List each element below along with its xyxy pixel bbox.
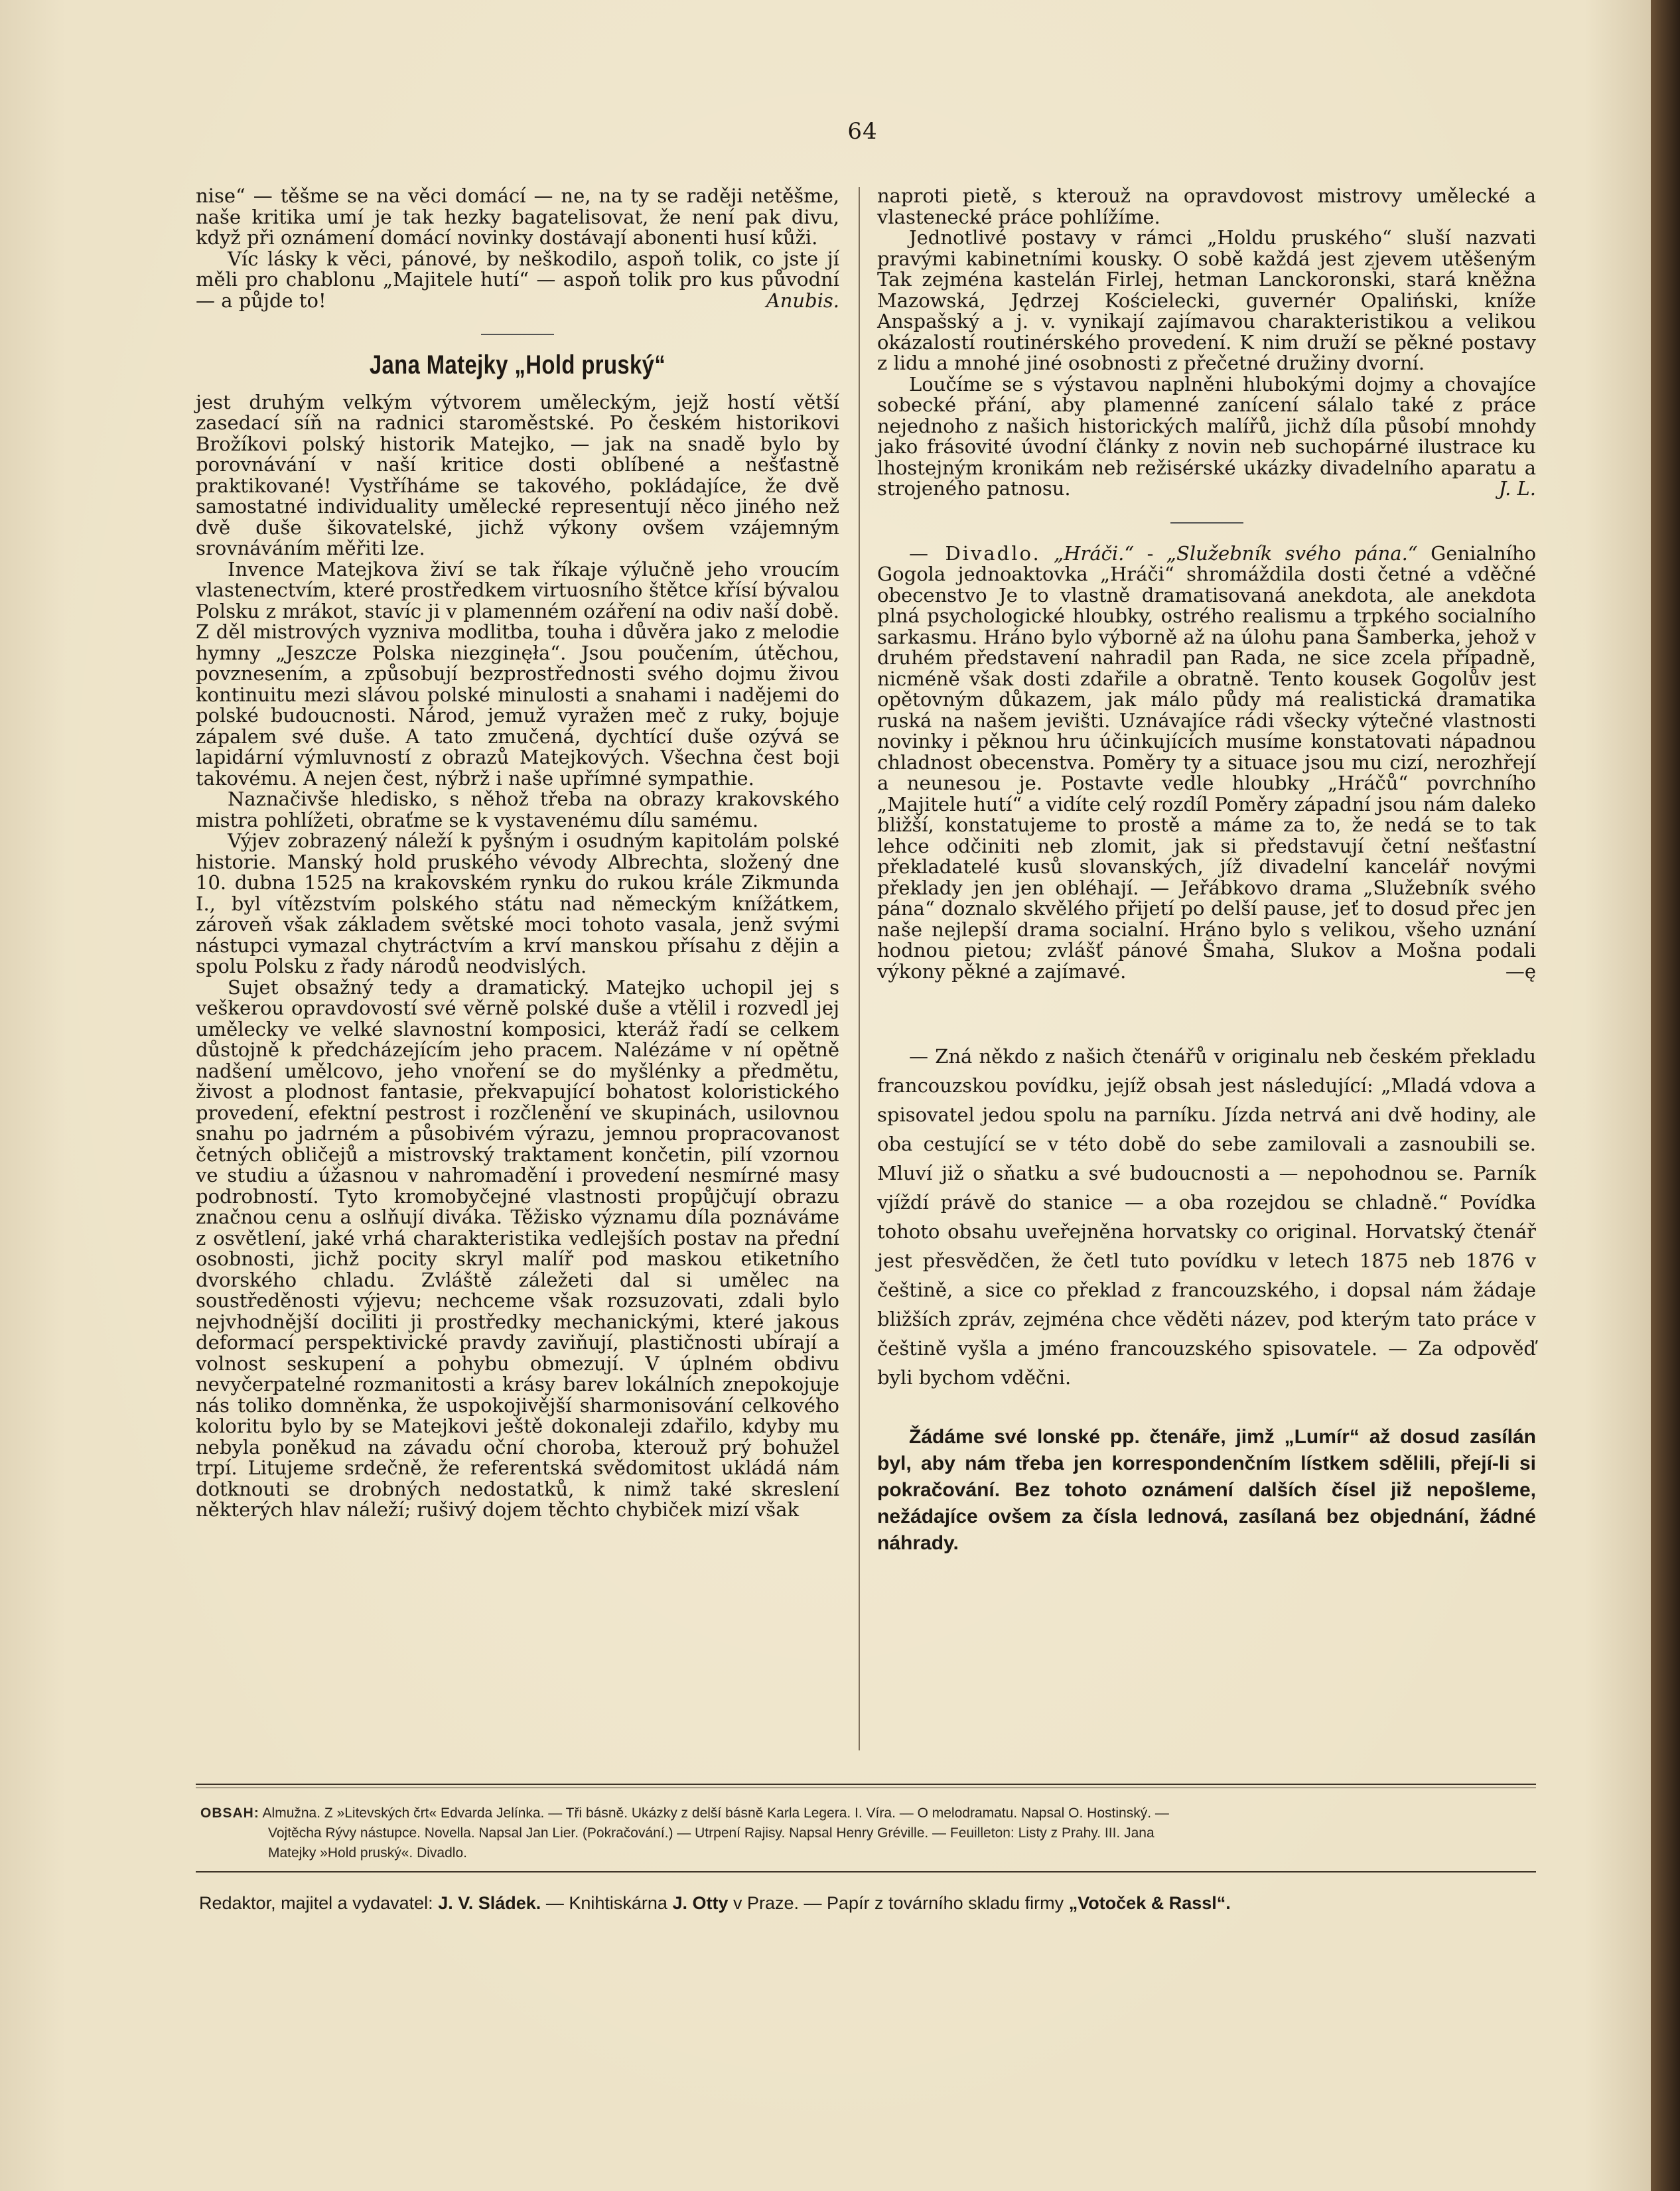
contents-label: OBSAH: [200,1805,259,1821]
imprint: Redaktor, majitel a vydavatel: J. V. Sládek. — Knihtiskárna J. Otty v Praze. — Papír z továrního skladu firmy „Votoček & Rassl“. [199,1893,1231,1913]
paper-firm: „Votoček & Rassl“. [1068,1893,1231,1913]
intro-paragraph: nise“ — těšme se na věci domácí — ne, na ty se raději netěšme, naše kritika umí je tak hezky bagatelisovat, že není pak divu, když při oznámení domácí novinky dostávají abonenti husí kůži. [196,184,839,249]
article-signature: J. L. [1498,477,1536,500]
article-paragraph-7: Loučíme se s výstavou naplněni hlubokými dojmy a chovajíce sobecké přání, aby plamenné zanícení sálalo také z práce nejednoho z našich historických malířů, jichž díla působí mnohdy jako frásovité úvodní články z novin neb suchopárné ilustrace ku lhostejným kronikám neb režisérské ukázky divadelního aparatu a strojeného patnosu. J. L. [877,372,1536,500]
contents-line-2: Vojtěcha Rývy nástupce. Novella. Napsal Jan Lier. (Pokračování.) — Utrpení Rajisy. Napsal Henry Gréville. — Feuilleton: Listy z Prahy. III. Jana [268,1825,1155,1841]
contents-line-1: Almužna. Z »Litevských črt« Edvarda Jelínka. — Tři básně. Ukázky z delší básně Karla Legera. I. Víra. — O melodramatu. Napsal O. Hostinský. — [262,1805,1169,1821]
intro-paragraph-2: Víc lásky k věci, pánové, by neškodilo, aspoň tolik, co jste jí měli pro chablonu „Majitele hutí“ — aspoň tolik pro kus původní — a půjde to! Anubis. [196,247,839,312]
section-divider-2 [1170,522,1243,524]
footer-rule [196,1784,1536,1788]
article-paragraph-1: jest druhým velkým výtvorem uměleckým, jejž hostí větší zasedací síň na radnici staroměstské. Po českém historikovi Brožíkovi polský historik Matejko, — jak na snadě bylo by porovnávání v naší kritice dosti oblíbené a nešťastně praktikované! Vystříháme se takového, pokládajíce, že dvě samostatné individuality umělecké representují něco jiného než dvě duše šikovatelské, jichž výkony ovšem vzájemným srovnáváním měřiti lze. [196,390,839,559]
article-continuation: naproti pietě, s kterouž na opravdovost mistrovy umělecké a vlastenecké práce pohlížíme. [877,184,1536,228]
article-paragraph-3: Naznačivše hledisko, s něhož třeba na obrazy krakovského mistra pohlížeti, obraťme se k vystavenému dílu samému. [196,788,839,831]
theatre-signature: —ę [1505,959,1536,983]
printer-name: J. Otty [672,1893,729,1913]
article-paragraph-4: Výjev zobrazený náleží k pyšným i osudným kapitolám polské historie. Manský hold pruského vévody Albrechta, složený dne 10. dubna 1525 na krakovském rynku do rukou krále Zikmunda I., byl vítězstvím polského státu nad německým knížátkem, zároveň však základem světské moci tohoto vasala, jenž svými nástupci vymazal chytráctvím a krví manskou přísahu z dějin a spolu Polsku z řady národů neodvislých. [196,829,839,977]
page-number: 64 [847,118,878,145]
left-column [196,186,839,1521]
article-paragraph-2: Invence Matejkova živí se tak říkaje výlučně jeho vroucím vlastenectvím, které prostředkem virtuosního štětce křísí bývalou Polsku z mrákot, stavíc ji v plamenném ozáření na odiv naší době. Z děl mistrových vyzniva modlitba, touha i důvěra jako z melodie hymny „Jeszcze Polska niezginęła“. Jsou poučením, útěchou, povznesením, a způsobují bezprostřednosti svého dojmu živou kontinuitu mezi slávou polské minulosti a snahami i nadějemi do polské budoucnosti. Národ, jemuž vyražen meč z ruky, bojuje zápalem své duše. A tato zmučená, dychtící duše ozývá se lapidární výmluvností z obrazů Matejkových. Všechna čest boji takovému. A nejen čest, nýbrž i naše upřímné sympathie. [196,557,839,790]
contents-line-3: Matejky »Hold pruský«. Divadlo. [268,1845,467,1861]
intro-signature: Anubis. [766,289,839,312]
article-title: Jana Matejky „Hold pruský“ [369,350,666,380]
reader-query: — Zná někdo z našich čtenářů v originalu neb českém překladu francouzskou povídku, jejíž obsah jest následující: „Mladá vdova a spisovatel jedou spolu na parníku. Jízda netrvá ani dvě hodiny, ale oba cestující se v této době do sebe zamilovali a zasnoubili se. Mluví již o sňatku a své budoucnosti a — nepohodnou se. Parník vjíždí právě do stanice — a oba rozejdou se chladně.“ Povídka tohoto obsahu uveřejněna horvatsky co original. Horvatský čtenář jest přesvědčen, že četl tuto povídku v letech 1875 neb 1876 v češtině, a sice co překlad z francouzského, i dopsal nám žádaje bližších zpráv, zejména chce věděti název, pod kterým tato práce v češtině vyšla a jméno francouzského spisovatele. — Za odpověď byli bychom vděčni. [877,1045,1536,1389]
subscription-notice [877,1424,1536,1557]
column-divider [859,187,860,1750]
imprint-rule [196,1871,1536,1873]
right-column [877,186,1536,1557]
page-edge [1651,0,1680,2191]
theatre-title-1: „Hráči.“ [1054,541,1135,565]
table-of-contents [200,1803,1527,1863]
section-divider [481,334,554,335]
article-paragraph-6: Jednotlivé postavy v rámci „Holdu pruského“ sluší nazvati pravými kabinetními kousky. O sobě každá jest zjevem utěšeným Tak zejména kastelán Firlej, hetman Lanckoronski, stará kněžna Mazowská, Jędrzej Kościelecki, guvernér Opaliński, kníže Anspašský a j. v. vynikají zajímavou charakteristikou a velikou okázalostí routinérského provedení. K nim druží se pěkné postavy z lidu a mnohé jiné osobnosti z přečetné družiny dvorní. [877,226,1536,374]
article-paragraph-5: Sujet obsažný tedy a dramatický. Matejko uchopil jej s veškerou opravdovostí své věrně polské duše a vtělil i rozvedl jej umělecky ve velké slavnostní komposici, kteráž řadí se celkem důstojně k předcházejícím jeho pracem. Nalézáme v ní opětně nadšení umělcovo, jeho vnoření se do myšlénky a předmětu, živost a plodnost fantasie, překvapující bohatost koloristického provedení, efektní pestrost i rozčlenění ve skupinách, usilovnou snahu po jadrném a působivém výrazu, jemnou propracovanost četných obličejů a mistrovský traktament končetin, pilí vzornou ve studiu a úžasnou v nahromadění i provedení nesmírné masy podrobností. Tyto kromobyčejné vlastnosti propůjčují obrazu značnou cenu a oslňují diváka. Těžisko významu díla poznáváme z osvětlení, jaké vrhá charakteristika vedlejších postav na přední osobnosti, jichž pocity skryl malíř pod maskou etiketního dvorského chladu. Zvláště záležeti dal si umělec na soustředěnosti výjevu; nechceme však rozsuzovati, zdali bylo nejvhodnější dociliti ji prostředky mechanickými, které jakous deformací perspektivické pravdy zaviňují, plastičnosti ubírají a volnost seskupení a pohybu obmezují. V úplném obdivu nevyčerpatelné rozmanitosti a krásy barev lokálních znepokojuje nás toliko domněnka, že uspokojivější sharmonisování celkového koloritu bylo by se Matejkovi ještě dokonaleji zdařilo, kdyby mu nebyla poněkud na závadu oční choroba, kterouž prý bohužel trpí. Litujeme srdečně, že referentská svědomitost ukládá nám dotknouti se drobných nedostatků, k nimž také skreslení některých hlav náleží; rušivý dojem těchto chybiček mizí však [196,975,839,1521]
theatre-review: — Divadlo. „Hráči.“ - „Služebník svého pána.“ Genialního Gogola jednoaktovka „Hráči“ shromáždila dosti četné a vděčné obecenstvo Je to vlastně dramatisovaná anekdota, ale anekdota plná psychologické hloubky, ostrého realismu a trpkého socialního sarkasmu. Hráno bylo výborně až na úlohu pana Šamberka, jehož v druhém představení nahradil pan Rada, ne sice zcela případně, nicméně však dosti zdařile a obratně. Tento kousek Gogolův jest opětovným důkazem, jak málo půdy má realistická dramatika ruská na našem jevišti. Uznávajíce rádi všecky výtečné vlastnosti novinky i pěknou hru účinkujících musíme konstatovati nápadnou chladnost obecenstva. Poměry ty a situace jsou mu cizí, nerozhřejí a neunesou je. Postavte vedle hloubky „Hráčů“ povrchního „Majitele hutí“ a vidíte celý rozdíl Poměry západní jsou nám daleko bližší, konstatujeme to prostě a máme za to, že nedá se to tak lehce odčiniti neb zlomit, jak si představují četní nešťastní překladatelé kusů slovanských, jíž divadelní kancelář novými překlady jen jen obléhají. — Jeřábkovo drama „Služebník svého pána“ doznalo skvělého přijetí po delší pause, jeť to dosud přec jen naše nejlepší drama socialní. Hráno bylo s velikou, všeho uznání hodnou pietou; zvlášť pánové Šmaha, Slukov a Mošna podali výkony pěkné a zajímavé. —ę [877,541,1537,983]
theatre-title-2: „Služebník svého pána.“ [1166,541,1418,565]
editor-name: J. V. Sládek. [438,1893,541,1913]
subscription-notice-text: Žádáme své lonské pp. čtenáře, jimž „Lumír“ až dosud zasílán byl, aby nám třeba jen korrespondenčním lístkem sdělili, přejí-li si pokračování. Bez tohoto oznámení dalších čísel již nepošleme, nežádajíce ovšem za čísla lednová, zasílaná bez objednání, žádné náhrady. [877,1426,1536,1554]
